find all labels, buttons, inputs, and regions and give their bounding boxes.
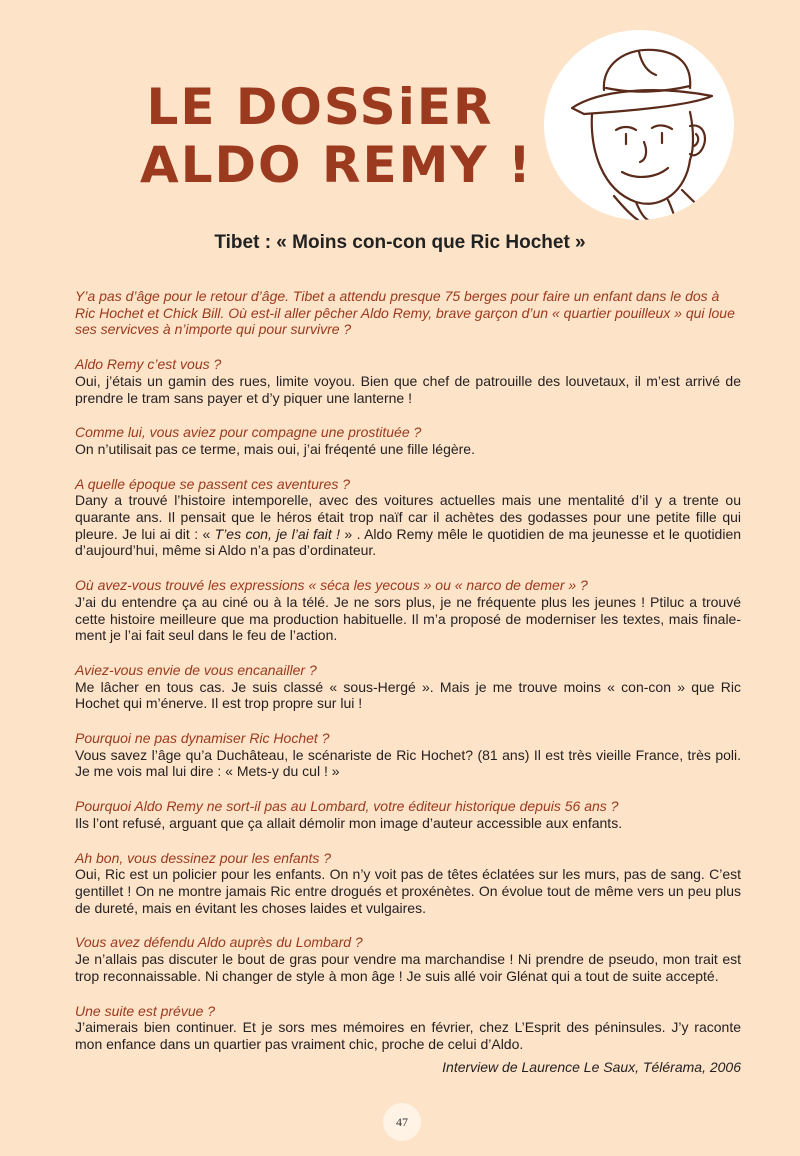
- qa-item: [75, 356, 741, 406]
- qa-item: [75, 476, 741, 560]
- qa-item: [75, 662, 741, 712]
- question: Ah bon, vous dessinez pour les enfants ?: [75, 849, 332, 866]
- qa-item: [75, 730, 741, 780]
- question: Pourquoi Aldo Remy ne sort-il pas au Lombard, votre éditeur historique depuis 56 ans ?: [75, 798, 619, 815]
- answer: Oui, Ric est un policier pour les enfants. On n’y voit pas de têtes éclatées sur les murs, pas de sang. C’est gentillet ! On ne montre jamais Ric entre drogués et proxénètes. On évolue tout de même vers un peu plus de dureté, mais en évitant les choses laides et vulgaires.: [75, 866, 741, 916]
- question: Aviez-vous envie de vous encanailler ?: [75, 661, 317, 678]
- answer: [75, 492, 741, 559]
- answer-quote: T’es con, je l’ai fait !: [214, 525, 341, 542]
- question: Aldo Remy c’est vous ?: [75, 356, 222, 373]
- question: Où avez-vous trouvé les expressions « séca les yecous » ou « narco de demer » ?: [75, 577, 588, 594]
- qa-item: [75, 577, 741, 644]
- qa-item: [75, 798, 741, 831]
- answer: Oui, j’étais un gamin des rues, limite voyou. Bien que chef de patrouille des louvetaux, il m’est arrivé de prendre le tram sans payer et d’y piquer une lanterne !: [75, 372, 741, 406]
- question: Pourquoi ne pas dynamiser Ric Hochet ?: [75, 730, 330, 747]
- question: Vous avez défendu Aldo auprès du Lombard ?: [75, 934, 363, 951]
- page-number: 47: [383, 1103, 421, 1141]
- question: Une suite est prévue ?: [75, 1002, 216, 1019]
- intro-paragraph: Y’a pas d’âge pour le retour d’âge. Tibet a attendu presque 75 berges pour faire un enfant dans le dos à Ric Hochet et Chick Bill. Où est-il aller pêcher Aldo Remy, brave garçon d’un « quartier pouilleux » qui loue ses servicves à n’importe qui pour survivre ?: [75, 288, 735, 338]
- answer: Me lâcher en tous cas. Je suis classé « sous-Hergé ». Mais je me trouve moins « con-con » que Ric Hochet qui m’énerve. Il est trop propre sur lui !: [75, 678, 741, 712]
- title-line-2: ALDO REMY !: [140, 136, 533, 194]
- answer: J’ai du entendre ça au ciné ou à la télé. Je ne sors plus, je ne fréquente plus les jeunes ! Ptiluc a trouvé cette histoire meilleure que ma production habituelle. Il m’a proposé de moderniser les textes, mais finale-ment je l’ai fait seul dans le feu de l’action.: [75, 593, 741, 644]
- answer-text: Dany a trouvé l’histoire intemporelle, avec des voitures actuelles mais une mentalité d’il y a trente ou quarante ans. Il pensait que le héros était trop naïf car il achètes des godasses pour une petite fille qui pleure. Je lui ai dit : «: [75, 492, 741, 542]
- man-with-hat-drawing: [544, 30, 734, 220]
- answer-text: » . Aldo Remy mêle le quotidien de ma jeunesse et le quotidien d’aujourd’hui, même si Aldo n’a pas d’ordinateur.: [75, 525, 742, 559]
- article-body: [75, 288, 741, 1071]
- question: Comme lui, vous aviez pour compagne une prostituée ?: [75, 424, 422, 441]
- qa-item: [75, 850, 741, 917]
- question: A quelle époque se passent ces aventures ?: [75, 475, 351, 492]
- answer: J’aimerais bien continuer. Et je sors mes mémoires en février, chez L’Esprit des péninsules. J’y raconte mon enfance dans un quartier pas vraiment chic, proche de celui d’Aldo.: [75, 1019, 741, 1052]
- title-line-1: LE DOSSiER: [146, 78, 494, 136]
- answer: Vous savez l’âge qu’a Duchâteau, le scénariste de Ric Hochet? (81 ans) Il est très vieille France, très poli. Je me vois mal lui dire : « Mets-y du cul ! »: [75, 746, 741, 780]
- qa-item: [75, 424, 741, 457]
- interview-subtitle: Tibet : « Moins con-con que Ric Hochet »: [214, 232, 586, 253]
- answer: Je n’allais pas discuter le bout de gras pour vendre ma marchandise ! Ni prendre de pseudo, mon trait est trop reconnaissable. Ni changer de style à mon âge ! Je suis allé voir Glénat qui a tout de suite accepté.: [75, 951, 741, 984]
- portrait-illustration: [544, 30, 734, 220]
- answer: On n’utilisait pas ce terme, mais oui, j’ai fréqenté une fille légère.: [75, 440, 475, 457]
- answer: Ils l’ont refusé, arguant que ça allait démolir mon image d’auteur accessible aux enfants.: [75, 814, 623, 831]
- qa-item: [75, 1003, 741, 1053]
- qa-item: [75, 934, 741, 984]
- page-title: [140, 78, 533, 194]
- interview-credit: Interview de Laurence Le Saux, Télérama, 2006: [442, 1059, 741, 1075]
